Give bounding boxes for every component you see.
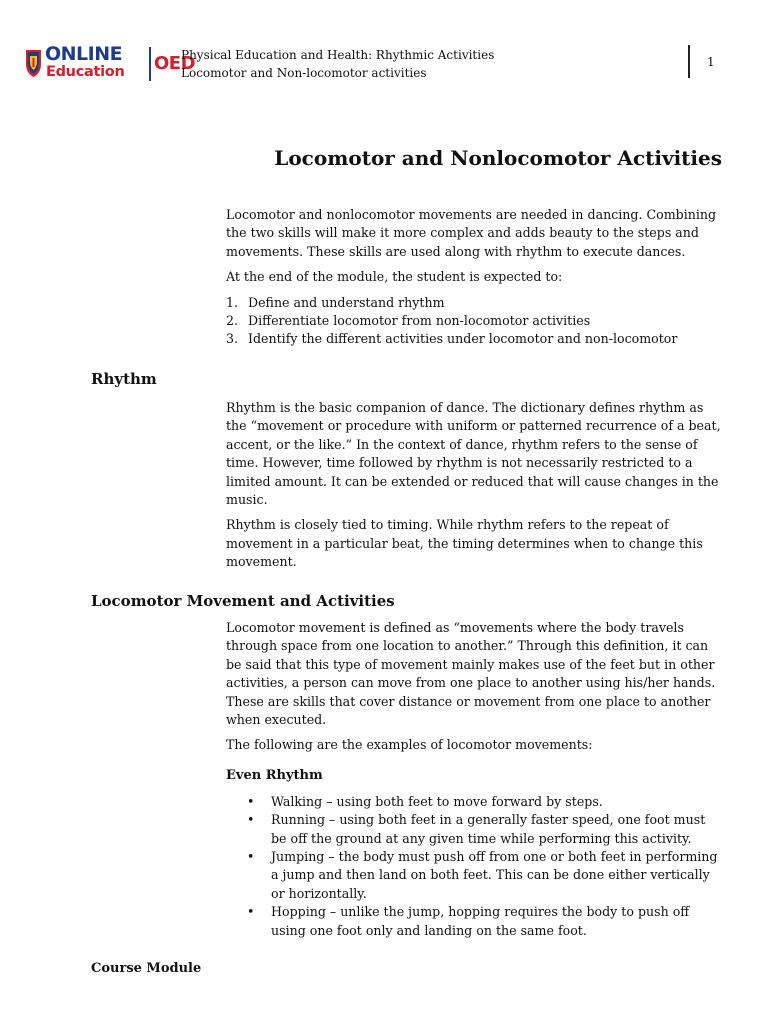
list-item: [226, 294, 722, 312]
list-item: [226, 811, 722, 848]
logo-divider: [149, 47, 151, 81]
page-number: 1: [707, 55, 715, 69]
list-item: [226, 312, 722, 330]
even-rhythm-heading: Even Rhythm: [226, 767, 323, 783]
list-item-text: Identify the different activities under locomotor and non-locomotor: [248, 331, 678, 347]
bullet-icon: •: [247, 849, 255, 865]
page-header: [0, 0, 768, 100]
list-number: 2.: [226, 313, 239, 329]
bullet-icon: •: [247, 904, 255, 920]
list-number: 3.: [226, 331, 239, 347]
locomotor-paragraph: Locomotor movement is defined as “movements where the body travels through space from one location to another.” Through this definition, it can be said that this type of movement mainly makes use of the feet but in other activities, a person can move from one place to another using his/her hands. These are skills that cover distance or movement from one place to another when executed.: [226, 620, 716, 728]
list-item: [226, 330, 722, 348]
footer-course-module: Course Module: [91, 961, 202, 976]
list-item: [226, 848, 722, 903]
list-item: [226, 793, 722, 811]
shield-icon: [24, 48, 43, 78]
logo-text-online: ONLINE: [45, 43, 123, 65]
rhythm-heading: Rhythm: [91, 370, 157, 388]
list-number: 1.: [226, 294, 239, 310]
locomotor-heading: Locomotor Movement and Activities: [91, 592, 395, 610]
logo-text-education: Education: [46, 64, 125, 80]
list-item-text: Hopping – unlike the jump, hopping requires the body to push off using one foot only and landing on the same foot.: [271, 904, 690, 938]
list-item-text: Define and understand rhythm: [248, 294, 445, 310]
list-item-text: Differentiate locomotor from non-locomotor activities: [248, 313, 591, 329]
intro-section: [226, 206, 722, 349]
objectives-list: [226, 294, 722, 349]
rhythm-section: [226, 399, 722, 579]
header-divider: [688, 45, 690, 78]
list-item-text: Running – using both feet in a generally faster speed, one foot must be off the ground at any given time while performing this activity.: [271, 812, 706, 846]
document-title: Locomotor and Nonlocomotor Activities: [274, 146, 722, 170]
rhythm-paragraph: Rhythm is closely tied to timing. While rhythm refers to the repeat of movement in a particular beat, the timing determines when to change this movement.: [226, 517, 703, 570]
list-item: [226, 903, 722, 940]
header-course-info: [181, 46, 494, 82]
objectives-lead: At the end of the module, the student is expected to:: [226, 269, 563, 285]
locomotor-section: [226, 619, 722, 940]
rhythm-paragraph: Rhythm is the basic companion of dance. The dictionary defines rhythm as the “movement or procedure with uniform or patterned recurrence of a beat, accent, or the like.” In the context of dance, rhythm refers to the sense of time. However, time followed by rhythm is not necessarily restricted to a limited amount. It can be extended or reduced that will cause changes in the music.: [226, 400, 721, 508]
intro-paragraph: Locomotor and nonlocomotor movements are needed in dancing. Combining the two skills will make it more complex and adds beauty to the steps and movements. These skills are used along with rhythm to execute dances.: [226, 207, 717, 259]
logo-text-oed: OED: [154, 53, 196, 74]
header-topic: Locomotor and Non-locomotor activities: [181, 66, 427, 80]
list-item-text: Walking – using both feet to move forward by steps.: [271, 793, 603, 809]
examples-lead: The following are the examples of locomotor movements:: [226, 737, 593, 753]
list-item-text: Jumping – the body must push off from one or both feet in performing a jump and then land on both feet. This can be done either vertically or horizontally.: [271, 849, 718, 901]
header-subject: Physical Education and Health: Rhythmic Activities: [181, 48, 495, 62]
bullet-icon: •: [247, 793, 255, 809]
locomotor-examples-list: [226, 793, 722, 940]
bullet-icon: •: [247, 812, 255, 828]
online-education-logo: [24, 43, 196, 86]
